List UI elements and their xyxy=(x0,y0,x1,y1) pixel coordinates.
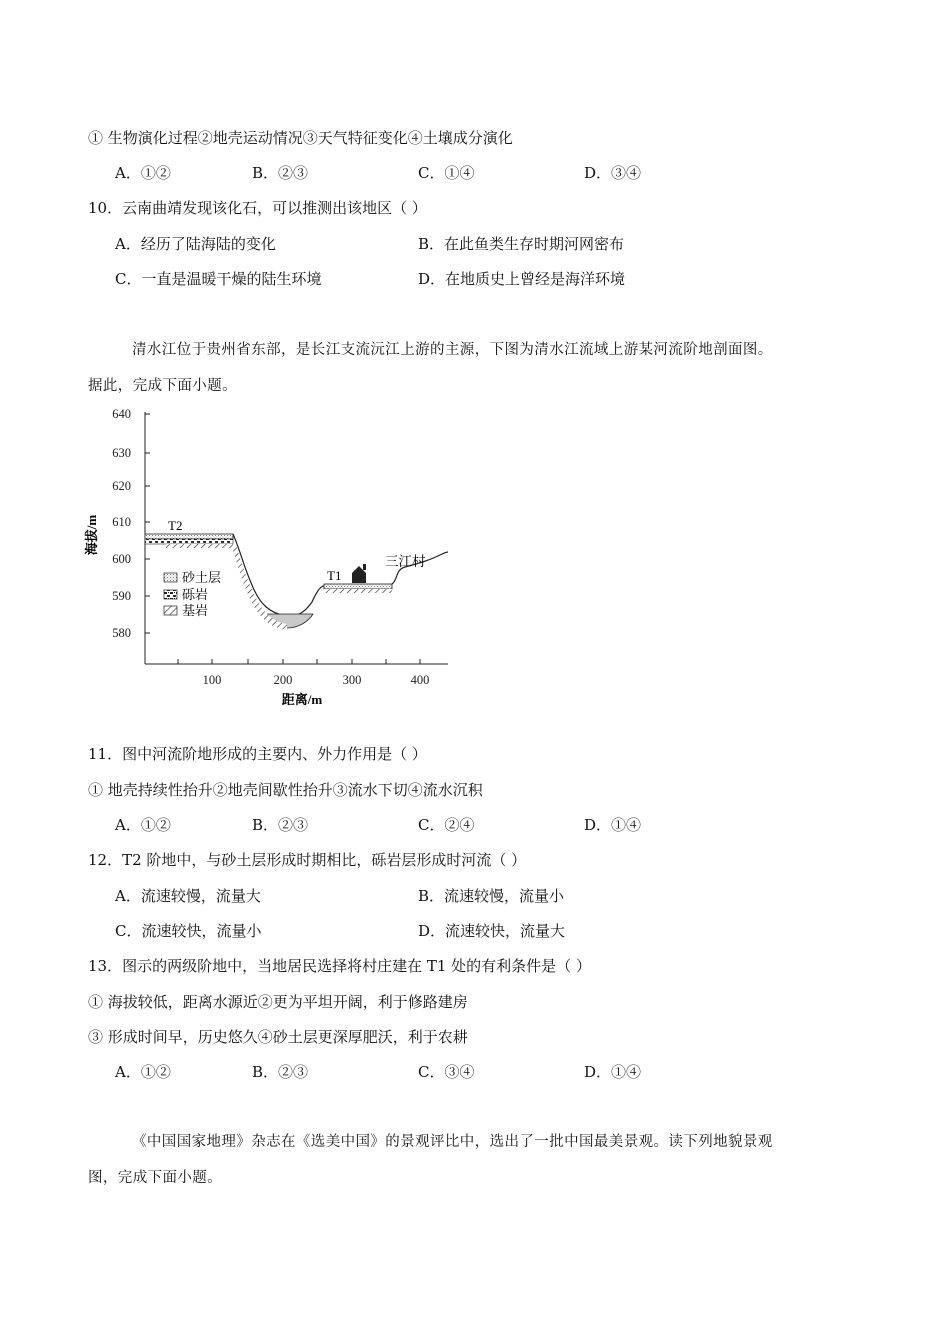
q13-stem: 13．图示的两级阶地中，当地居民选择将村庄建在 T1 处的有利条件是（ ） xyxy=(88,957,591,975)
q9-option-c: C．①④ xyxy=(418,164,475,182)
q12-option-a: A．流速较慢，流量大 xyxy=(115,887,261,905)
t2-label: T2 xyxy=(168,518,183,533)
y-tick-600: 600 xyxy=(112,552,131,566)
x-tick-400: 400 xyxy=(410,673,430,687)
q12-option-b: B．流速较慢，流量小 xyxy=(418,887,565,905)
legend-sand-label: 砂土层 xyxy=(182,570,222,585)
legend-bedrock-swatch xyxy=(164,606,177,615)
x-axis-label: 距离/m xyxy=(281,692,323,707)
village-label: 三江村 xyxy=(385,554,426,569)
q11-option-a: A．①② xyxy=(115,816,171,834)
q12-option-c: C．流速较快，流量小 xyxy=(115,922,262,940)
y-axis-label: 海拔/m xyxy=(84,514,99,556)
q10-option-b: B．在此鱼类生存时期河网密布 xyxy=(418,235,625,253)
q10-option-c: C．一直是温暖干燥的陆生环境 xyxy=(115,270,322,288)
x-tick-100: 100 xyxy=(202,673,222,687)
passage2-line2: 据此，完成下面小题。 xyxy=(88,378,237,394)
y-tick-590: 590 xyxy=(112,589,131,603)
q12-stem: 12．T2 阶地中，与砂土层形成时期相比，砾岩层形成时河流（ ） xyxy=(88,851,527,869)
t2-bedrock-strip xyxy=(166,544,233,548)
y-ticks xyxy=(112,407,150,640)
terrace-profile-figure xyxy=(80,400,470,710)
y-tick-610: 610 xyxy=(112,515,131,529)
x-ticks xyxy=(178,659,429,687)
q9-statements: ① 生物演化过程②地壳运动情况③天气特征变化④土壤成分演化 xyxy=(88,129,513,147)
q9-option-b: B．②③ xyxy=(252,164,309,182)
q13-option-a: A．①② xyxy=(115,1063,171,1081)
y-tick-580: 580 xyxy=(112,626,131,640)
passage3-line1: 《中国国家地理》杂志在《选美中国》的景观评比中，选出了一批中国最美景观。读下列地貌景观 xyxy=(132,1134,773,1150)
q12-option-d: D．流速较快，流量大 xyxy=(418,922,566,940)
q11-statements: ① 地壳持续性抬升②地壳间歇性抬升③流水下切④流水沉积 xyxy=(88,781,483,799)
valley-profile xyxy=(233,534,324,616)
t2-sand-layer xyxy=(145,534,233,539)
house-icon xyxy=(352,564,366,583)
y-tick-640: 640 xyxy=(112,407,131,421)
legend-bedrock-label: 基岩 xyxy=(182,603,209,618)
q13-statement-2: ③ 形成时间早，历史悠久④砂土层更深厚肥沃，利于农耕 xyxy=(88,1028,468,1046)
y-tick-630: 630 xyxy=(112,446,131,460)
legend-gravel-label: 砾岩 xyxy=(182,587,209,602)
t2-gravel-layer xyxy=(145,539,233,544)
q10-option-d: D．在地质史上曾经是海洋环境 xyxy=(418,270,626,288)
q11-stem: 11．图中河流阶地形成的主要内、外力作用是（ ） xyxy=(88,745,427,763)
q10-option-a: A．经历了陆海陆的变化 xyxy=(115,235,276,253)
q13-statement-1: ① 海拔较低，距离水源近②更为平坦开阔，利于修路建房 xyxy=(88,993,468,1011)
t1-label: T1 xyxy=(327,568,342,583)
q13-option-d: D．①④ xyxy=(584,1063,642,1081)
legend-gravel-swatch xyxy=(164,590,177,599)
q9-option-a: A．①② xyxy=(115,164,171,182)
q13-option-b: B．②③ xyxy=(252,1063,309,1081)
x-tick-300: 300 xyxy=(342,673,362,687)
q10-stem: 10．云南曲靖发现该化石，可以推测出该地区（ ） xyxy=(88,199,427,217)
legend xyxy=(164,570,221,618)
passage3-line2: 图，完成下面小题。 xyxy=(88,1170,223,1186)
t1-bedrock-strip xyxy=(324,589,392,593)
t1-sand-layer xyxy=(324,584,392,589)
passage2-line1: 清水江位于贵州省东部，是长江支流沅江上游的主源，下图为清水江流域上游某河流阶地剖面图。 xyxy=(132,342,773,358)
q11-option-b: B．②③ xyxy=(252,816,309,834)
x-tick-200: 200 xyxy=(273,673,293,687)
q11-option-d: D．①④ xyxy=(584,816,642,834)
legend-sand-swatch xyxy=(164,573,177,582)
q13-option-c: C．③④ xyxy=(418,1063,475,1081)
q9-option-d: D．③④ xyxy=(584,164,642,182)
y-tick-620: 620 xyxy=(112,479,131,493)
q11-option-c: C．②④ xyxy=(418,816,475,834)
